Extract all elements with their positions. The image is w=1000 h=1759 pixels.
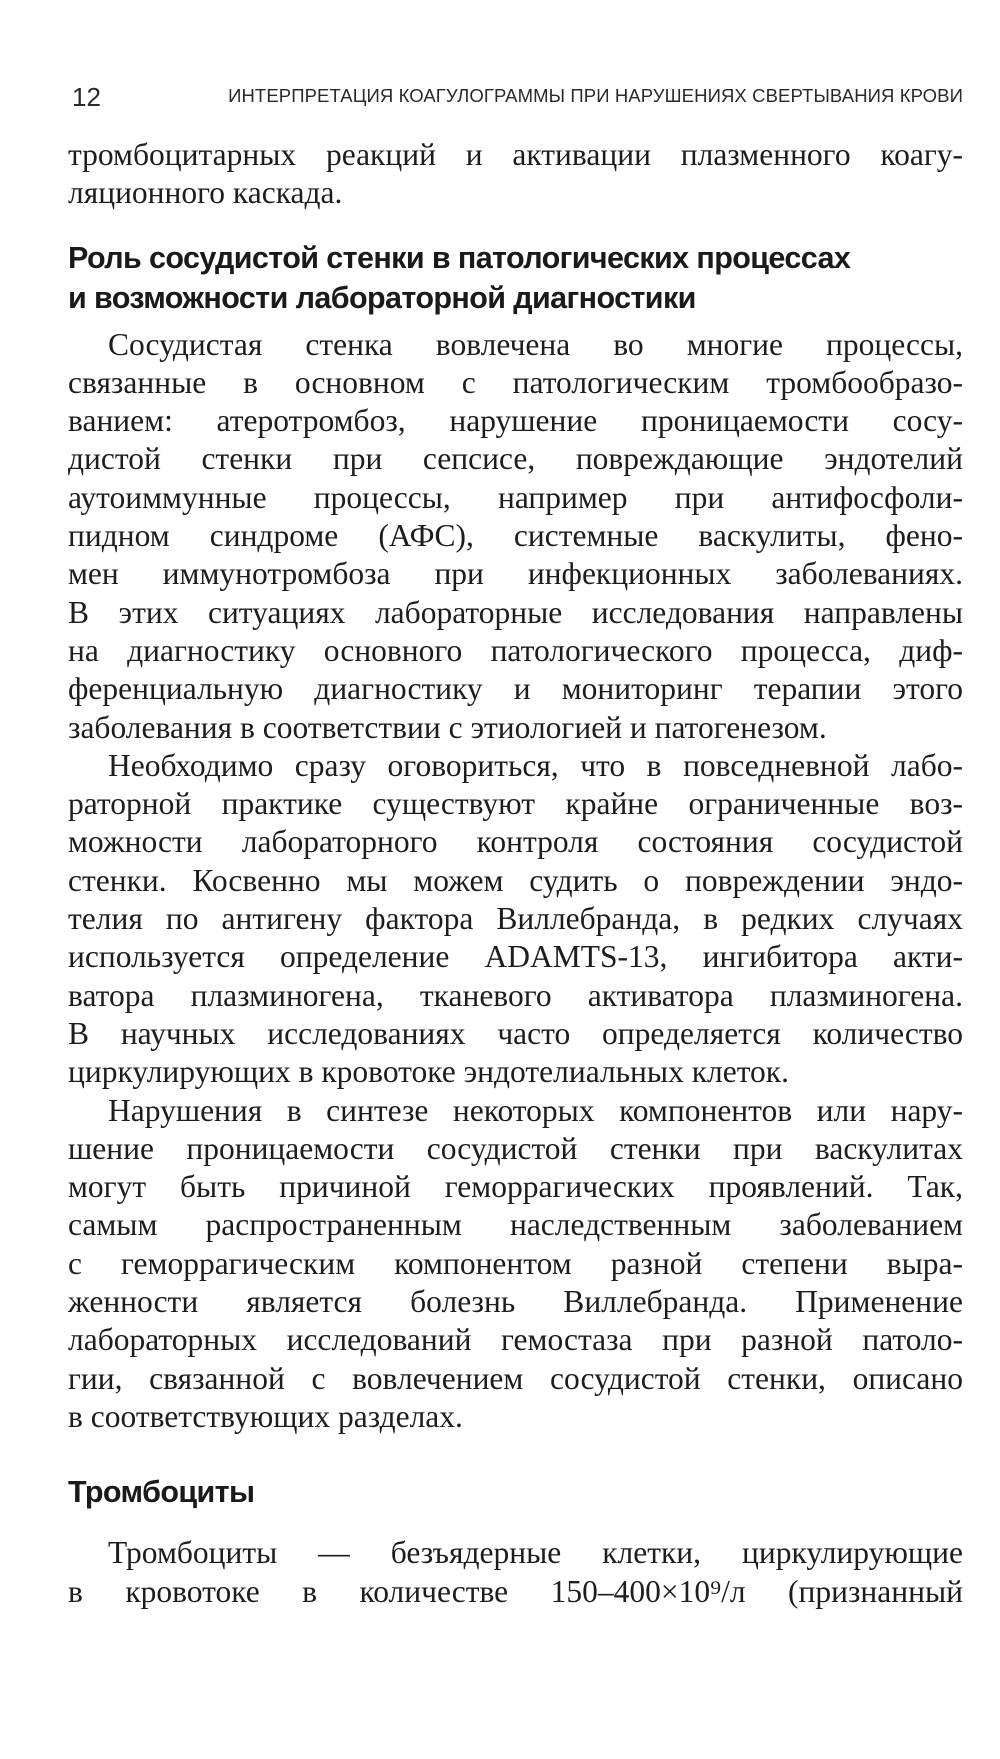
text-line: Необходимо сразу оговориться, что в повседневной лабо- — [108, 747, 963, 783]
heading-line: и возможности лабораторной диагностики — [68, 280, 696, 315]
page-body — [68, 136, 963, 1611]
text-line: используется определение ADAMTS-13, ингибитора акти- — [68, 939, 963, 975]
text-line: связанные в основном с патологическим тромбообразо- — [68, 364, 963, 400]
text-line: В научных исследованиях часто определяется количество — [68, 1015, 963, 1051]
paragraph — [68, 747, 963, 1092]
text-line: В этих ситуациях лабораторные исследования направлены — [68, 594, 963, 630]
intro-paragraph — [68, 136, 963, 213]
paragraph — [68, 326, 963, 747]
heading-line: Роль сосудистой стенки в патологических процессах — [68, 240, 851, 275]
text-line: аутоиммунные процессы, например при антифосфоли- — [68, 479, 963, 515]
text-line: можности лабораторного контроля состояния сосудистой — [68, 824, 963, 860]
text-line: на диагностику основного патологического процесса, диф- — [68, 632, 963, 668]
text-line: гии, связанной с вовлечением сосудистой стенки, описано — [68, 1360, 963, 1396]
text-line: ватора плазминогена, тканевого активатора плазминогена. — [68, 977, 963, 1013]
text-line: пидном синдроме (АФС), системные васкулиты, фено- — [68, 518, 963, 554]
text-line: с геморрагическим компонентом разной степени выра- — [68, 1245, 963, 1281]
text-line: лабораторных исследований гемостаза при разной патоло- — [68, 1322, 963, 1358]
paragraph — [68, 1092, 963, 1437]
text-line: Сосудистая стенка вовлечена во многие процессы, — [108, 326, 963, 362]
text-line: циркулирующих в кровотоке эндотелиальных клеток. — [68, 1054, 789, 1090]
text-line: женности является болезнь Виллебранда. Применение — [68, 1284, 963, 1320]
text-line: Тромбоциты — безъядерные клетки, циркулирующие — [108, 1535, 963, 1571]
text-line: ляционного каскада. — [68, 175, 343, 211]
text-line: ференциальную диагностику и мониторинг терапии этого — [68, 671, 963, 707]
text-line: могут быть причиной геморрагических проявлений. Так, — [68, 1169, 963, 1205]
text-line: заболевания в соответствии с этиологией и патогенезом. — [68, 709, 827, 745]
page-number: 12 — [72, 82, 101, 112]
text-line: телия по антигену фактора Виллебранда, в редких случаях — [68, 901, 963, 937]
text-line: Нарушения в синтезе некоторых компонентов или нару- — [108, 1092, 963, 1128]
section-heading-platelets: Тромбоциты — [68, 1475, 255, 1510]
text-line: раторной практике существуют крайне ограниченные воз- — [68, 786, 963, 822]
text-line: дистой стенки при сепсисе, повреждающие эндотелий — [68, 441, 963, 477]
page-header — [70, 78, 963, 118]
text-line: тромбоцитарных реакций и активации плазменного коагу- — [68, 137, 963, 172]
text-line: в кровотоке в количестве 150–400×10⁹/л (признанный — [68, 1573, 963, 1609]
running-title: ИНТЕРПРЕТАЦИЯ КОАГУЛОГРАММЫ ПРИ НАРУШЕНИЯХ СВЕРТЫВАНИЯ КРОВИ — [228, 85, 963, 106]
section-heading-vascular-wall — [68, 238, 963, 318]
text-line: ванием: атеротромбоз, нарушение проницаемости сосу- — [68, 403, 963, 439]
paragraph — [68, 1534, 963, 1611]
text-line: в соответствующих разделах. — [68, 1398, 463, 1434]
text-line: самым распространенным наследственным заболеванием — [68, 1207, 963, 1243]
text-line: мен иммунотромбоза при инфекционных заболеваниях. — [68, 556, 963, 592]
text-line: шение проницаемости сосудистой стенки при васкулитах — [68, 1130, 963, 1166]
text-line: стенки. Косвенно мы можем судить о повреждении эндо- — [68, 862, 963, 898]
